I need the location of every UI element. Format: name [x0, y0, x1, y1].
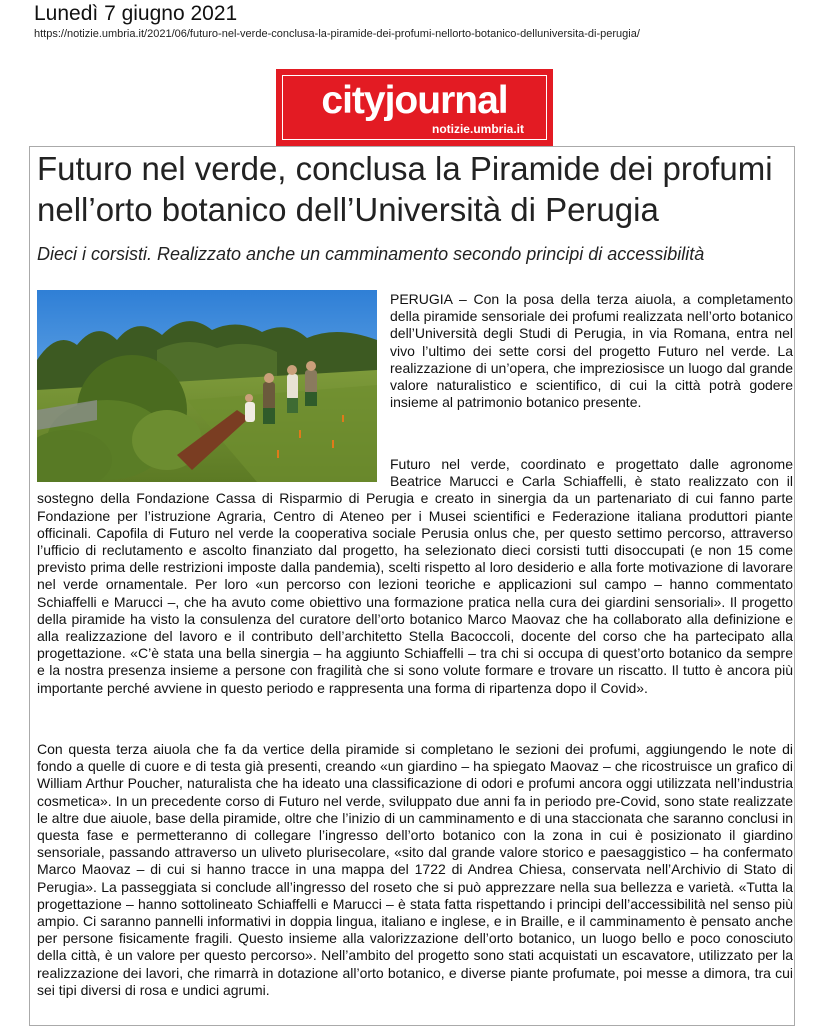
cityjournal-logo	[276, 69, 553, 146]
article-paragraph-3: Con questa terza aiuola che fa da vertice della piramide si completano le sezioni dei profumi, aggiungendo le note di fondo a quelle di cuore e di testa già presenti, creando «un giardino – ha spiegato Maovaz – che ricostruisce un grafico di William Arthur Poucher, naturalista che ha ideato una classificazione di odori e profumi ancora oggi utilizzata nell’industria cosmetica». In un precedente corso di Futuro nel verde, sviluppato due anni fa in periodo pre-Covid, sono state realizzate le altre due aiuole, base della piramide, oltre che l’inizio di un camminamento e di una staccionata che saranno conclusi in questa fase e permetteranno di collegare l’ingresso dell’orto botanico con la zona in cui è posizionato il giardino sensoriale, passando attraverso un uliveto plurisecolare, «sito dal grande valore storico e paesaggistico – ha confermato Marco Maovaz – di cui si hanno tracce in una mappa del 1722 di Andrea Chiesa, conservata nell’Archivio di Stato di Perugia». La passeggiata si conclude all’ingresso del roseto che si può apprezzare nella sua bellezza e varietà. «Tutta la progettazione – hanno sottolineato Schiaffelli e Marucci – è stata fatta rispettando i principi dell’accessibilità nel senso più ampio. Ci saranno pannelli informativi in doppia lingua, italiano e inglese, e in Braille, e il camminamento è pensato anche per persone fisicamente fragili. Questo insieme alla valorizzazione dell’orto botanico, un luogo bello e poco conosciuto della città, è un valore per questo percorso». Nell’ambito del progetto sono stati acquistati un escavatore, utilizzato per la realizzazione dei lavori, che rimarrà in dotazione all’orto botanico, e diverse piante profumate, poi messe a dimora, tra cui sei tipi diversi di rosa e undici agrumi.	[37, 741, 793, 998]
article-paragraph-2	[37, 456, 793, 697]
publication-date: Lunedì 7 giugno 2021	[34, 2, 238, 25]
photo-wrap-spacer	[37, 456, 390, 490]
article-title: Futuro nel verde, conclusa la Piramide dei profumi nell’orto botanico dell’Università di Perugia	[37, 150, 773, 228]
article-subtitle: Dieci i corsisti. Realizzato anche un camminamento secondo principi di accessibilità	[37, 244, 705, 264]
logo-subtitle: notizie.umbria.it	[431, 122, 524, 136]
article-paragraph-1: PERUGIA – Con la posa della terza aiuola, a completamento della piramide sensoriale dei profumi realizzata nell’orto botanico dell’Università degli Studi di Perugia, in via Romana, entra nel vivo l’ultimo dei sette corsi del progetto Futuro nel verde. La realizzazione di un’opera, che impreziosisce un luogo dal grande valore naturalistico e scientifico, di cui la città potrà godere insieme al patrimonio botanico presente.	[390, 291, 793, 411]
logo-wordmark: cityjournal	[321, 79, 508, 122]
article-photo	[37, 290, 377, 482]
source-url[interactable]: https://notizie.umbria.it/2021/06/futuro-nel-verde-conclusa-la-piramide-dei-profumi-nellorto-botanico-delluniversita-di-perugia/	[34, 28, 640, 40]
article-paragraph-2-text: Futuro nel verde, coordinato e progettato dalle agronome Beatrice Marucci e Carla Schiaffelli, è stato realizzato con il sostegno della Fondazione Cassa di Risparmio di Perugia e creato in sinergia da un partenariato di cui fanno parte Fondazione per l’istruzione Agraria, Centro di Ateneo per i Musei scientifici e Federazione italiana produttori piante officinali. Capofila di Futuro nel verde la cooperativa sociale Perusia onlus che, per questo settimo percorso, attraverso l’ufficio di reclutamento e ascolto finanziato dal progetto, ha selezionato dieci corsisti tutti disoccupati (e non 15 come previsto prima delle restrizioni imposte dalla pandemia), scelti rispetto al loro desiderio e alla forte motivazione di lavorare nel verde ornamentale. Per loro «un percorso con lezioni teoriche e applicazioni sul campo – hanno commentato Schiaffelli e Marucci –, che ha avuto come obiettivo una formazione pratica nella cura dei giardini sensoriali». Il progetto della piramide ha visto la consulenza del curatore dell’orto botanico Marco Maovaz che ha collaborato alla definizione e alla realizzazione del lavoro e il contributo dell’architetto Stella Bacoccoli, docente del corso che ha partecipato alla progettazione. «C’è stata una bella sinergia – ha aggiunto Schiaffelli – tra chi si occupa di quest’orto botanico da sempre e la nostra presenza insieme a persone con fragilità che si sono volute formare e trovare un riscatto. Il tutto è ancora più importante perché avviene in questo periodo e rappresenta una forma di ripartenza dopo il Covid».	[37, 456, 793, 696]
